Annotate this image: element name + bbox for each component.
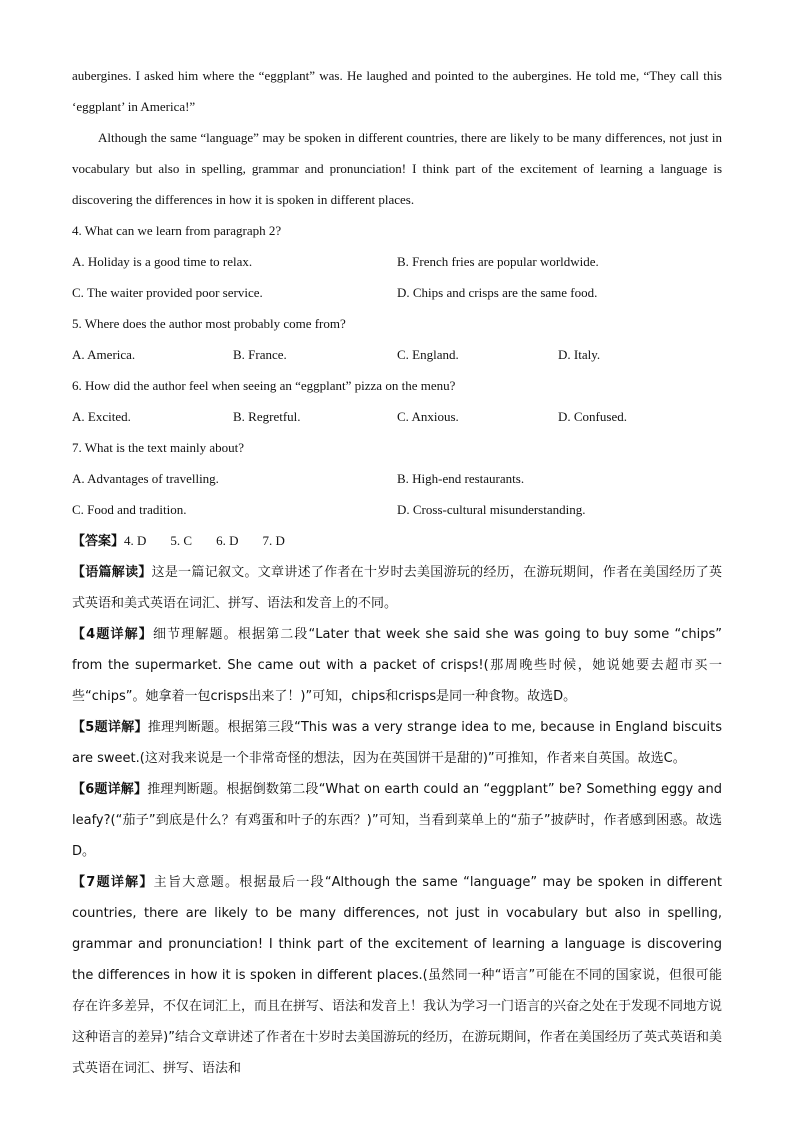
option: A. America. — [72, 347, 136, 362]
question-stem: 5. Where does the author most probably come from? — [72, 316, 346, 331]
explanation-label: 【4题详解】 — [72, 627, 153, 642]
document-page — [72, 60, 722, 1084]
explanation-paragraph — [72, 619, 722, 712]
options-row — [72, 339, 722, 370]
explanation-text: 主旨大意题。根据最后一段“Although the same “language” may be spoken in different countries, there are likely to be many differences, not just in vocabulary but also in spelling, grammar and pronunciation! I think part of the excitement of learning a language is discovering the differences in how it is spoken in different places.(虽然同一种“语言”可能在不同的国家说，但很可能存在许多差异，不仅在词汇上，而且在拼写、语法和发音上！我认为学习一门语言的兴奋之处在于发现不同地方说这种语言的差异)”结合文章讲述了作者在十岁时去美国游玩的经历，在游玩期间，作者在美国经历了英式英语和美式英语在词汇、拼写、语法和 — [72, 875, 723, 1076]
answer-item: 7. D — [262, 533, 285, 548]
explanation-paragraph — [72, 774, 722, 867]
options-row — [72, 277, 722, 308]
answer-label: 【答案】 — [72, 534, 125, 549]
explanation-text: 细节理解题。根据第二段“Later that week she said she was going to buy some “chips” from the supermarket. She came out with a packet of crisps!(那周晚些时候，她说她要去超市买一些“chips”。她拿着一包crisps出来了！)”可知，chips和crisps是同一种食物。故选D。 — [72, 627, 722, 704]
explanation-label: 【语篇解读】 — [72, 565, 152, 580]
option: D. Cross-cultural misunderstanding. — [397, 502, 586, 517]
question-stem: 6. How did the author feel when seeing an “eggplant” pizza on the menu? — [72, 378, 456, 393]
option: A. Holiday is a good time to relax. — [72, 254, 253, 269]
option: D. Chips and crisps are the same food. — [397, 285, 598, 300]
option: C. The waiter provided poor service. — [72, 285, 263, 300]
answer-item: 4. D — [124, 533, 147, 548]
option: B. Regretful. — [233, 409, 301, 424]
option: C. Food and tradition. — [72, 502, 187, 517]
option: C. England. — [397, 347, 459, 362]
explanation-label: 【6题详解】 — [72, 782, 148, 797]
option: A. Advantages of travelling. — [72, 471, 219, 486]
passage-paragraph-continued: aubergines. I asked him where the “eggplant” was. He laughed and pointed to the aubergines. He told me, “They call this ‘eggplant’ in America!” — [72, 68, 722, 114]
explanation-paragraph — [72, 712, 722, 774]
explanation-paragraph — [72, 867, 722, 1084]
explanation-label: 【7题详解】 — [72, 875, 154, 890]
question-stem: 7. What is the text mainly about? — [72, 440, 244, 455]
explanation-label: 【5题详解】 — [72, 720, 148, 735]
answer-item: 6. D — [216, 533, 239, 548]
option: B. High-end restaurants. — [397, 471, 525, 486]
options-row — [72, 494, 722, 525]
options-row — [72, 463, 722, 494]
option: D. Confused. — [558, 409, 627, 424]
answer-item: 5. C — [170, 533, 193, 548]
explanation-text: 推理判断题。根据第三段“This was a very strange idea to me, because in England biscuits are sweet.(这对我来说是一个非常奇怪的想法，因为在英国饼干是甜的)”可推知，作者来自英国。故选C。 — [72, 720, 723, 766]
passage-paragraph-last: Although the same “language” may be spoken in different countries, there are likely to be many differences, not just in vocabulary but also in spelling, grammar and pronunciation! I think part of the excitement of learning a language is discovering the differences in how it is spoken in different places. — [72, 130, 722, 207]
option: B. France. — [233, 347, 287, 362]
option: C. Anxious. — [397, 409, 459, 424]
answer-line — [72, 525, 722, 557]
options-row — [72, 401, 722, 432]
options-row — [72, 246, 722, 277]
option: B. French fries are popular worldwide. — [397, 254, 599, 269]
option: D. Italy. — [558, 347, 601, 362]
explanation-text: 推理判断题。根据倒数第二段“What on earth could an “eggplant” be? Something eggy and leafy?(“茄子”到底是什么？有鸡蛋和叶子的东西？)”可知，当看到菜单上的“茄子”披萨时，作者感到困惑。故选D。 — [72, 782, 722, 859]
option: A. Excited. — [72, 409, 131, 424]
explanation-paragraph — [72, 557, 722, 619]
explanation-text: 这是一篇记叙文。文章讲述了作者在十岁时去美国游玩的经历，在游玩期间，作者在美国经历了英式英语和美式英语在词汇、拼写、语法和发音上的不同。 — [72, 565, 722, 611]
question-stem: 4. What can we learn from paragraph 2? — [72, 223, 282, 238]
